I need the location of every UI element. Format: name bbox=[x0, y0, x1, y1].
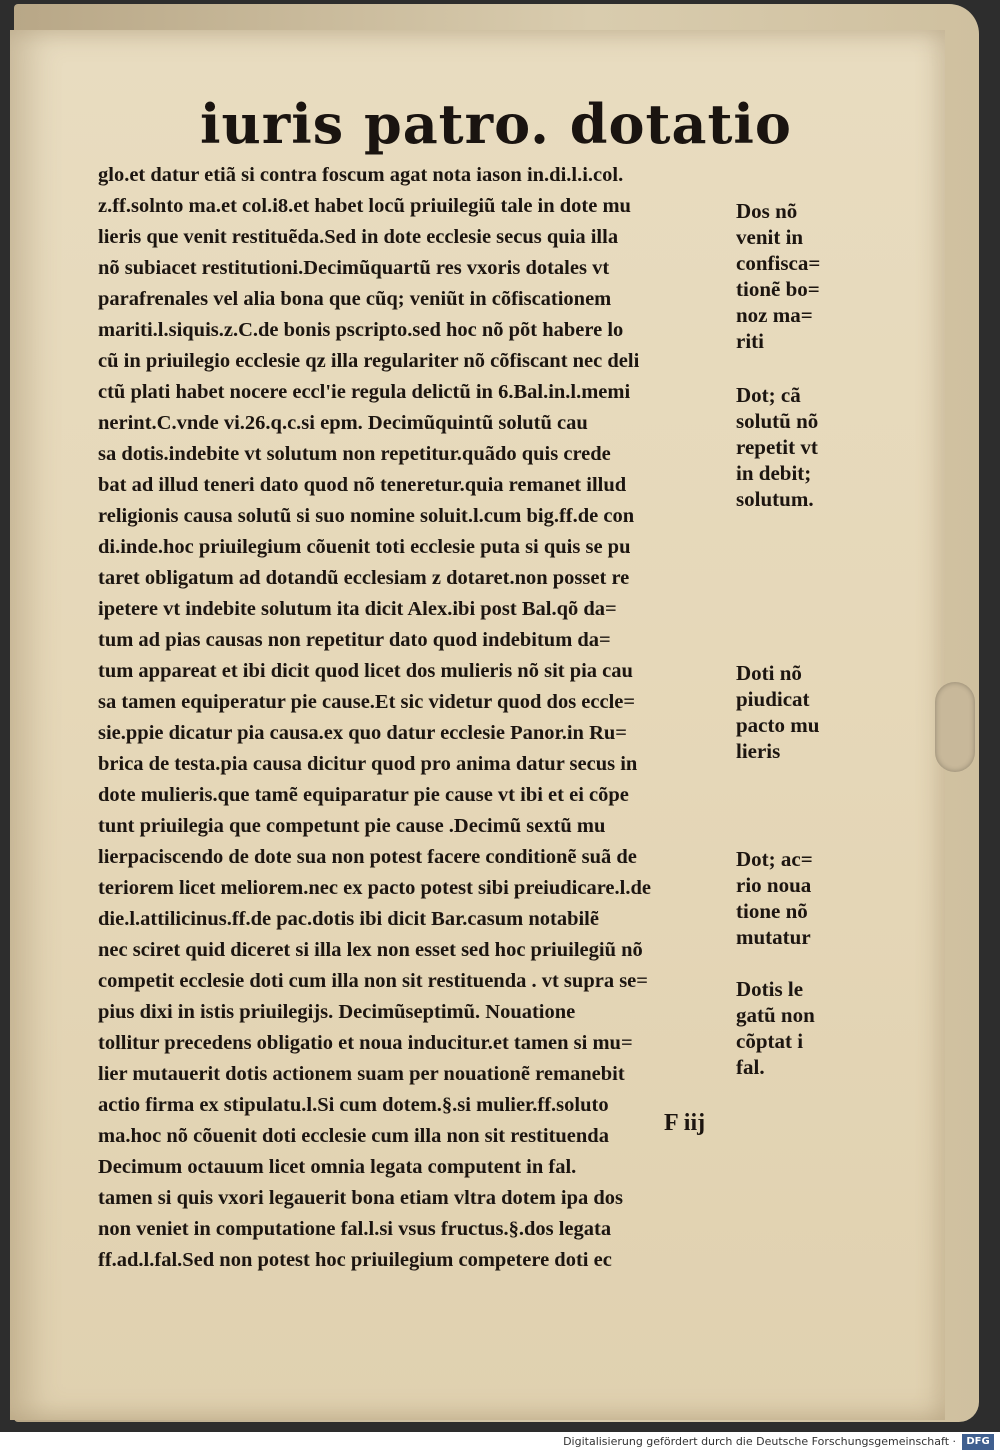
text-line: nec sciret quid diceret si illa lex non esset sed hoc priuilegiũ nõ bbox=[98, 939, 643, 961]
text-line: competit ecclesie doti cum illa non sit restituenda . vt supra se= bbox=[98, 970, 648, 992]
running-head: iuris patro. dotatio bbox=[200, 92, 792, 156]
text-line: mariti.l.siquis.z.C.de bonis pscripto.sed hoc nõ põt habere lo bbox=[98, 319, 624, 341]
text-line: brica de testa.pia causa dicitur quod pro anima datur secus in bbox=[98, 753, 638, 775]
text-line: actio firma ex stipulatu.l.Si cum dotem.§.si mulier.ff.soluto bbox=[98, 1094, 609, 1116]
text-line: tunt priuilegia que competunt pie cause .Decimũ sextũ mu bbox=[98, 815, 606, 837]
margin-note-line: riti bbox=[736, 329, 764, 353]
main-text-block bbox=[98, 160, 738, 1276]
text-line: z.ff.solnto ma.et col.i8.et habet locũ priuilegiũ tale in dote mu bbox=[98, 195, 631, 217]
margin-note-line: confisca= bbox=[736, 251, 821, 275]
text-line: lier mutauerit dotis actionem suam per nouationẽ remanebit bbox=[98, 1063, 625, 1085]
text-line: non veniet in computatione fal.l.si vsus fructus.§.dos legata bbox=[98, 1218, 612, 1240]
text-line: sa dotis.indebite vt solutum non repetitur.quãdo quis crede bbox=[98, 443, 611, 465]
text-line: lieris que venit restituẽda.Sed in dote ecclesie secus quia illa bbox=[98, 226, 619, 248]
text-line: die.l.attilicinus.ff.de pac.dotis ibi dicit Bar.casum notabilẽ bbox=[98, 908, 599, 930]
text-line: religionis causa solutũ si suo nomine soluit.l.cum big.ff.de con bbox=[98, 505, 635, 527]
page-clip bbox=[935, 682, 975, 772]
margin-note-line: piudicat bbox=[736, 687, 810, 711]
margin-note-line: Dotis le bbox=[736, 977, 804, 1001]
margin-note-4 bbox=[736, 846, 856, 950]
text-line: teriorem licet meliorem.nec ex pacto potest sibi preiudicare.l.de bbox=[98, 877, 651, 899]
text-line: glo.et datur etiã si contra foscum agat nota iason in.di.l.i.col. bbox=[98, 164, 624, 186]
margin-note-line: gatũ non bbox=[736, 1003, 815, 1027]
margin-note-line: fal. bbox=[736, 1055, 765, 1079]
margin-note-line: mutatur bbox=[736, 925, 811, 949]
margin-note-line: repetit vt bbox=[736, 435, 818, 459]
text-line: ipetere vt indebite solutum ita dicit Alex.ibi post Bal.qõ da= bbox=[98, 598, 617, 620]
margin-note-line: tionẽ bo= bbox=[736, 277, 820, 301]
margin-note-line: solutum. bbox=[736, 487, 814, 511]
margin-note-line: pacto mu bbox=[736, 713, 820, 737]
footer-bar bbox=[0, 1432, 1000, 1453]
margin-note-line: rio noua bbox=[736, 873, 812, 897]
catchword: F iij bbox=[664, 1110, 706, 1136]
text-line: taret obligatum ad dotandũ ecclesiam z dotaret.non posset re bbox=[98, 567, 630, 589]
text-line: cũ in priuilegio ecclesie qz illa regulariter nõ cõfiscant nec deli bbox=[98, 350, 640, 372]
text-line: ma.hoc nõ cõuenit doti ecclesie cum illa non sit restituenda bbox=[98, 1125, 609, 1147]
margin-note-line: solutũ nõ bbox=[736, 409, 819, 433]
text-line: sie.ppie dicatur pia causa.ex quo datur ecclesie Panor.in Ru= bbox=[98, 722, 627, 744]
text-line: sa tamen equiperatur pie cause.Et sic videtur quod dos eccle= bbox=[98, 691, 636, 713]
margin-note-5 bbox=[736, 976, 856, 1080]
text-line: nerint.C.vnde vi.26.q.c.si epm. Decimũquintũ solutũ cau bbox=[98, 412, 588, 434]
margin-note-line: Dos nõ bbox=[736, 199, 798, 223]
text-line: pius dixi in istis priuilegijs. Decimũseptimũ. Nouatione bbox=[98, 1001, 576, 1023]
margin-note-line: cõptat i bbox=[736, 1029, 804, 1053]
text-line: Decimum octauum licet omnia legata computent in fal. bbox=[98, 1156, 577, 1178]
margin-note-line: Doti nõ bbox=[736, 661, 802, 685]
margin-note-line: in debit; bbox=[736, 461, 812, 485]
text-line: ff.ad.l.fal.Sed non potest hoc priuilegium competere doti ec bbox=[98, 1249, 612, 1271]
margin-note-line: lieris bbox=[736, 739, 781, 763]
text-line: tum appareat et ibi dicit quod licet dos mulieris nõ sit pia cau bbox=[98, 660, 633, 682]
margin-note-line: tione nõ bbox=[736, 899, 808, 923]
dfg-logo: DFG bbox=[962, 1434, 994, 1450]
margin-note-line: venit in bbox=[736, 225, 804, 249]
text-line: nõ subiacet restitutioni.Decimũquartũ res vxoris dotales vt bbox=[98, 257, 610, 279]
text-line: parafrenales vel alia bona que cũq; veniũt in cõfiscationem bbox=[98, 288, 612, 310]
text-line: di.inde.hoc priuilegium cõuenit toti ecclesie puta si quis se pu bbox=[98, 536, 631, 558]
margin-note-line: Dot; ac= bbox=[736, 847, 813, 871]
text-line: ctũ plati habet nocere eccl'ie regula delictũ in 6.Bal.in.l.memi bbox=[98, 381, 631, 403]
margin-note-line: Dot; cã bbox=[736, 383, 801, 407]
margin-note-3 bbox=[736, 660, 856, 764]
margin-note-2 bbox=[736, 382, 856, 512]
text-line: dote mulieris.que tamẽ equiparatur pie cause vt ibi et ei cõpe bbox=[98, 784, 629, 806]
text-line: tamen si quis vxori legauerit bona etiam vltra dotem ipa dos bbox=[98, 1187, 624, 1209]
text-line: lierpaciscendo de dote sua non potest facere conditionẽ suã de bbox=[98, 846, 637, 868]
margin-note-1 bbox=[736, 198, 856, 354]
funding-credit: Digitalisierung gefördert durch die Deutsche Forschungsgemeinschaft · bbox=[563, 1435, 956, 1448]
margin-note-line: noz ma= bbox=[736, 303, 813, 327]
text-line: tum ad pias causas non repetitur dato quod indebitum da= bbox=[98, 629, 611, 651]
text-line: bat ad illud teneri dato quod nõ teneretur.quia remanet illud bbox=[98, 474, 627, 496]
text-line: tollitur precedens obligatio et noua inducitur.et tamen si mu= bbox=[98, 1032, 633, 1054]
